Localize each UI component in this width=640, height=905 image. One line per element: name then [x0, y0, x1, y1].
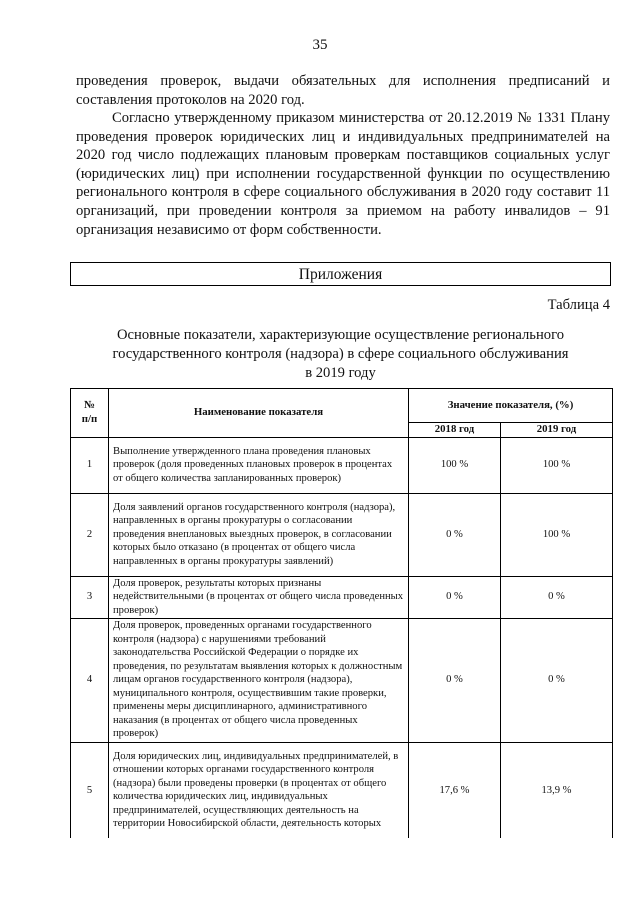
- row-num: 4: [71, 618, 109, 742]
- header-year-2018: 2018 год: [409, 423, 501, 438]
- indicators-table: [70, 388, 613, 838]
- row-name: Доля проверок, проведенных органами государственного контроля (надзора) с нарушениями требований законодательства Российской Федерации о порядке их проведения, по результатам выявления которых к должностным лицам органов государственного контроля (надзора), муниципального контроля, осуществившим такие проверки, применены меры дисциплинарного, административного наказания (в процентах от общего числа проведенных проверок): [109, 618, 409, 742]
- header-year-2019: 2019 год: [501, 423, 613, 438]
- table-label: Таблица 4: [547, 297, 610, 313]
- header-num: [71, 389, 109, 438]
- row-value-2018: 0 %: [409, 576, 501, 618]
- row-num: 3: [71, 576, 109, 618]
- header-num-line1: №: [84, 399, 95, 412]
- row-value-2019: 13,9 %: [501, 742, 613, 838]
- table-row: [71, 437, 613, 493]
- row-name: Выполнение утвержденного плана проведения плановых проверок (доля проведенных плановых проверок в процентах от общего количества запланированных проверок): [109, 437, 409, 493]
- table-row: [71, 493, 613, 576]
- table-title-line2: государственного контроля (надзора) в сфере социального обслуживания: [112, 346, 569, 362]
- header-num-line2: п/п: [81, 412, 98, 425]
- row-value-2019: 100 %: [501, 493, 613, 576]
- row-value-2019: 0 %: [501, 618, 613, 742]
- table-title-line3: в 2019 году: [305, 365, 376, 381]
- header-name: Наименование показателя: [109, 389, 409, 438]
- table-title-line1: Основные показатели, характеризующие осуществление регионального: [117, 327, 564, 343]
- row-num: 1: [71, 437, 109, 493]
- appendix-heading: Приложения: [70, 262, 611, 286]
- table-row: [71, 742, 613, 838]
- row-value-2018: 0 %: [409, 493, 501, 576]
- row-name: Доля проверок, результаты которых признаны недействительными (в процентах от общего числа проведенных проверок): [109, 576, 409, 618]
- row-num: 2: [71, 493, 109, 576]
- row-name: Доля заявлений органов государственного контроля (надзора), направленных в органы прокуратуры о согласовании проведения внеплановых выездных проверок, в согласовании которых было отказано (в процентах от общего числа направленных в органы прокуратуры заявлений): [109, 493, 409, 576]
- paragraph-plan: Согласно утвержденному приказом министерства от 20.12.2019 № 1331 Плану проведения проверок юридических лиц и индивидуальных предпринимателей на 2020 год число подлежащих плановым проверкам поставщиков социальных услуг (юридических лиц) при исполнении государственной функции по осуществлению регионального контроля в сфере социального обслуживания в 2020 году составит 11 организаций, при проведении контроля за приемом на работу инвалидов – 91 организация независимо от форм собственности.: [76, 110, 610, 238]
- paragraph-continuation: проведения проверок, выдачи обязательных для исполнения предписаний и составления протоколов на 2020 год.: [76, 73, 610, 108]
- row-num: 5: [71, 742, 109, 838]
- page-number: 35: [312, 37, 328, 53]
- row-value-2019: 0 %: [501, 576, 613, 618]
- row-value-2018: 100 %: [409, 437, 501, 493]
- table-row: [71, 576, 613, 618]
- header-value-group: Значение показателя, (%): [409, 389, 613, 423]
- row-name: Доля юридических лиц, индивидуальных предпринимателей, в отношении которых органами государственного контроля (надзора) были проведены проверки (в процентах от общего количества юридических лиц, индивидуальных предпринимателей, осуществляющих деятельность на территории Новосибирской области, деятельность которых: [109, 742, 409, 838]
- row-value-2019: 100 %: [501, 437, 613, 493]
- row-value-2018: 17,6 %: [409, 742, 501, 838]
- row-value-2018: 0 %: [409, 618, 501, 742]
- table-title: [70, 326, 611, 383]
- table-row: [71, 618, 613, 742]
